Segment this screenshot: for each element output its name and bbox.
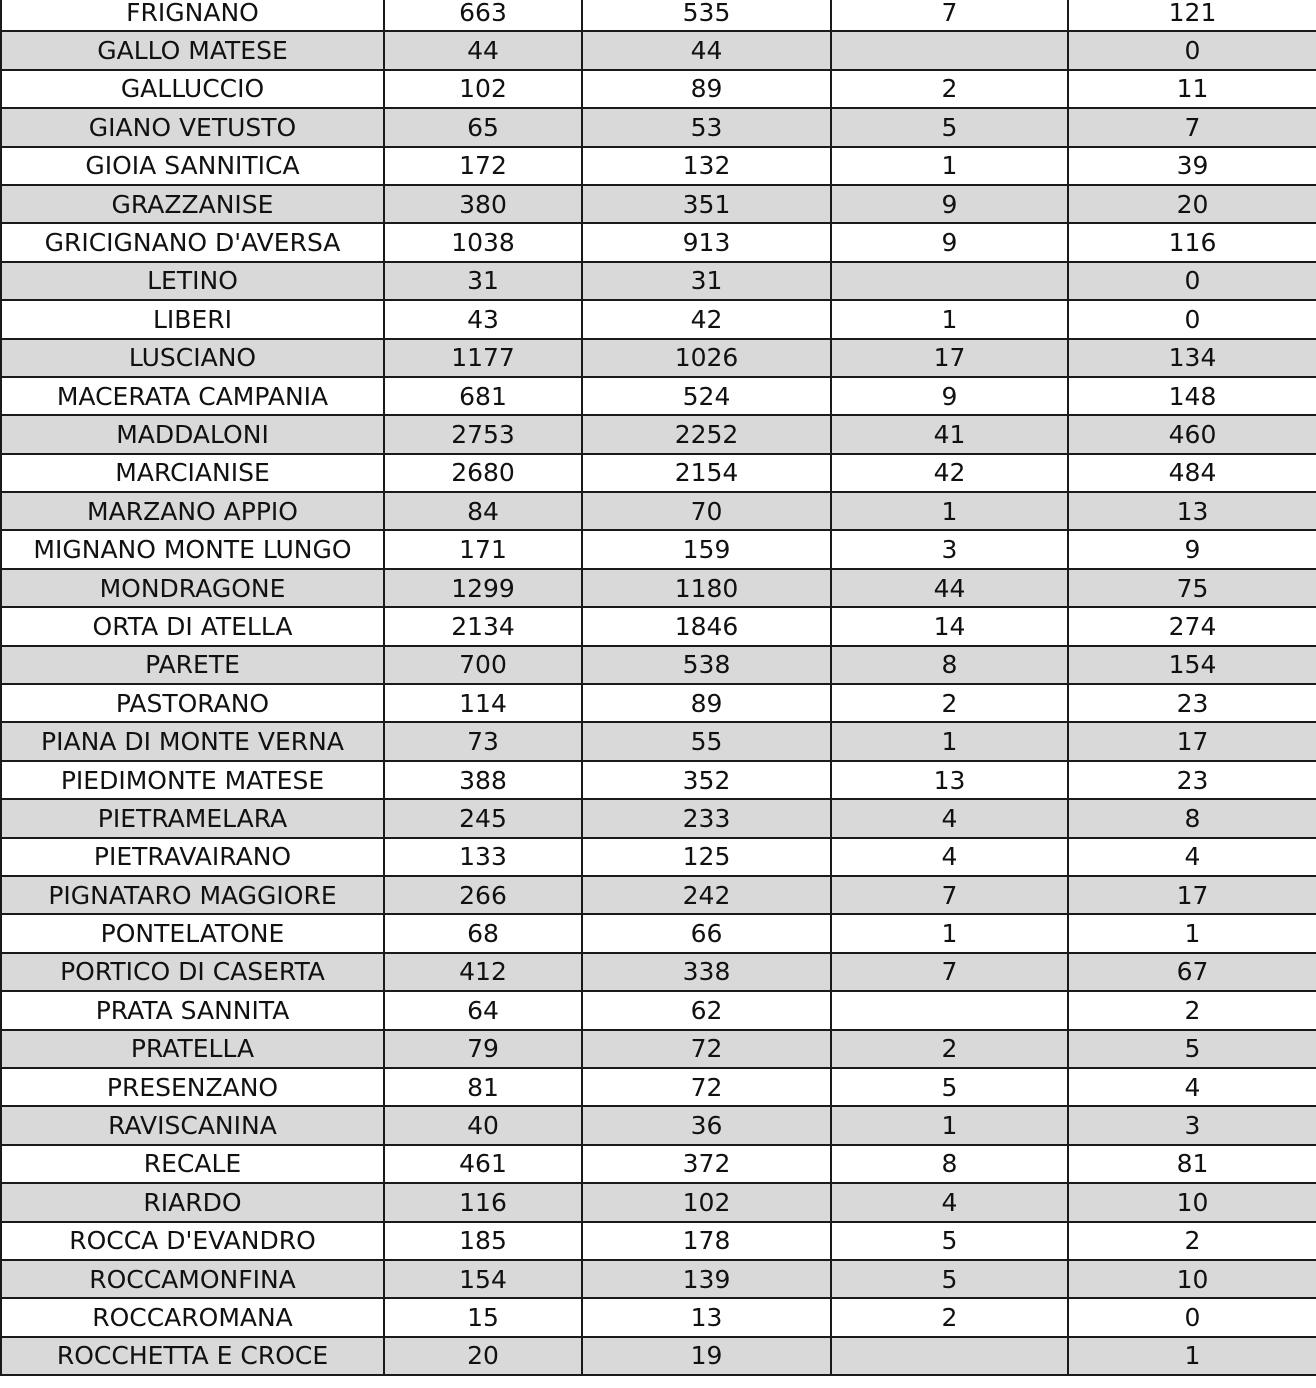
value-cell-2: 338 [582,953,831,991]
value-cell-2: 139 [582,1260,831,1298]
value-cell-1: 172 [384,147,582,185]
value-cell-2: 538 [582,646,831,684]
value-cell-3: 7 [831,876,1068,914]
municipality-cell: LUSCIANO [1,339,384,377]
value-cell-3: 42 [831,454,1068,492]
value-cell-1: 663 [384,0,582,31]
municipality-cell: PIEDIMONTE MATESE [1,761,384,799]
value-cell-3: 9 [831,377,1068,415]
value-cell-2: 89 [582,684,831,722]
value-cell-2: 70 [582,492,831,530]
value-cell-3: 5 [831,1260,1068,1298]
value-cell-3: 5 [831,1068,1068,1106]
value-cell-4: 0 [1068,262,1316,300]
table-row [1,223,1316,261]
value-cell-1: 64 [384,991,582,1029]
table-row [1,1337,1316,1375]
municipality-cell: PRATELLA [1,1030,384,1068]
value-cell-3: 1 [831,492,1068,530]
value-cell-2: 13 [582,1298,831,1336]
value-cell-1: 43 [384,300,582,338]
table-row [1,991,1316,1029]
municipality-cell: LETINO [1,262,384,300]
municipality-cell: GIOIA SANNITICA [1,147,384,185]
value-cell-3: 8 [831,1145,1068,1183]
value-cell-4: 1 [1068,914,1316,952]
value-cell-4: 2 [1068,991,1316,1029]
table-row [1,262,1316,300]
municipality-cell: GIANO VETUSTO [1,108,384,146]
value-cell-4: 23 [1068,761,1316,799]
table-row [1,339,1316,377]
municipality-cell: RAVISCANINA [1,1106,384,1144]
municipality-cell: GRAZZANISE [1,185,384,223]
municipality-cell: PIGNATARO MAGGIORE [1,876,384,914]
municipality-cell: PIETRAVAIRANO [1,838,384,876]
value-cell-1: 44 [384,31,582,69]
value-cell-2: 132 [582,147,831,185]
table-row [1,761,1316,799]
value-cell-1: 266 [384,876,582,914]
value-cell-3: 14 [831,607,1068,645]
value-cell-1: 2753 [384,415,582,453]
value-cell-3: 2 [831,70,1068,108]
value-cell-2: 2252 [582,415,831,453]
table-row [1,1222,1316,1260]
municipality-cell: ROCCHETTA E CROCE [1,1337,384,1375]
value-cell-1: 81 [384,1068,582,1106]
municipality-cell: MADDALONI [1,415,384,453]
value-cell-1: 133 [384,838,582,876]
municipality-cell: MARZANO APPIO [1,492,384,530]
value-cell-1: 2134 [384,607,582,645]
value-cell-1: 412 [384,953,582,991]
municipality-cell: PIANA DI MONTE VERNA [1,722,384,760]
table-row [1,185,1316,223]
value-cell-3: 2 [831,684,1068,722]
value-cell-2: 89 [582,70,831,108]
value-cell-3 [831,1337,1068,1375]
value-cell-1: 114 [384,684,582,722]
value-cell-2: 178 [582,1222,831,1260]
value-cell-4: 17 [1068,722,1316,760]
value-cell-3: 17 [831,339,1068,377]
value-cell-4: 10 [1068,1260,1316,1298]
value-cell-4: 8 [1068,799,1316,837]
value-cell-1: 154 [384,1260,582,1298]
value-cell-4: 9 [1068,530,1316,568]
value-cell-4: 121 [1068,0,1316,31]
municipality-cell: RIARDO [1,1183,384,1221]
value-cell-4: 116 [1068,223,1316,261]
value-cell-2: 1846 [582,607,831,645]
municipality-cell: ROCCA D'EVANDRO [1,1222,384,1260]
table-row [1,377,1316,415]
table-row [1,415,1316,453]
table-row [1,646,1316,684]
value-cell-2: 351 [582,185,831,223]
table-row [1,70,1316,108]
value-cell-4: 67 [1068,953,1316,991]
value-cell-1: 185 [384,1222,582,1260]
value-cell-3: 9 [831,223,1068,261]
value-cell-4: 0 [1068,1298,1316,1336]
value-cell-4: 134 [1068,339,1316,377]
value-cell-3: 1 [831,147,1068,185]
value-cell-1: 73 [384,722,582,760]
table-row [1,1106,1316,1144]
value-cell-4: 17 [1068,876,1316,914]
value-cell-2: 42 [582,300,831,338]
value-cell-1: 68 [384,914,582,952]
table-row [1,914,1316,952]
value-cell-1: 40 [384,1106,582,1144]
municipality-cell: MARCIANISE [1,454,384,492]
value-cell-3: 13 [831,761,1068,799]
value-cell-4: 0 [1068,31,1316,69]
value-cell-4: 11 [1068,70,1316,108]
value-cell-4: 3 [1068,1106,1316,1144]
value-cell-3: 2 [831,1030,1068,1068]
value-cell-2: 352 [582,761,831,799]
value-cell-2: 233 [582,799,831,837]
municipality-cell: ORTA DI ATELLA [1,607,384,645]
value-cell-3: 5 [831,108,1068,146]
value-cell-3: 1 [831,722,1068,760]
municipality-cell: PORTICO DI CASERTA [1,953,384,991]
value-cell-1: 1299 [384,569,582,607]
value-cell-3: 44 [831,569,1068,607]
value-cell-2: 125 [582,838,831,876]
value-cell-3: 1 [831,914,1068,952]
value-cell-1: 65 [384,108,582,146]
value-cell-2: 524 [582,377,831,415]
value-cell-2: 19 [582,1337,831,1375]
value-cell-1: 79 [384,1030,582,1068]
municipality-cell: PIETRAMELARA [1,799,384,837]
table-row [1,569,1316,607]
value-cell-1: 116 [384,1183,582,1221]
value-cell-4: 484 [1068,454,1316,492]
value-cell-4: 39 [1068,147,1316,185]
value-cell-2: 31 [582,262,831,300]
value-cell-4: 148 [1068,377,1316,415]
value-cell-2: 159 [582,530,831,568]
municipality-cell: MONDRAGONE [1,569,384,607]
value-cell-1: 1177 [384,339,582,377]
value-cell-4: 7 [1068,108,1316,146]
value-cell-3 [831,31,1068,69]
municipality-cell: PRATA SANNITA [1,991,384,1029]
table-row [1,31,1316,69]
value-cell-2: 72 [582,1030,831,1068]
value-cell-4: 4 [1068,1068,1316,1106]
value-cell-2: 53 [582,108,831,146]
value-cell-2: 72 [582,1068,831,1106]
table-row [1,1145,1316,1183]
table-row [1,1298,1316,1336]
value-cell-3: 7 [831,0,1068,31]
table-body [1,0,1316,1375]
value-cell-3: 4 [831,1183,1068,1221]
table-row [1,108,1316,146]
value-cell-3 [831,262,1068,300]
municipality-cell: PONTELATONE [1,914,384,952]
value-cell-1: 171 [384,530,582,568]
table-row [1,1260,1316,1298]
table-row [1,0,1316,31]
value-cell-3: 8 [831,646,1068,684]
municipality-cell: FRIGNANO [1,0,384,31]
municipality-cell: MACERATA CAMPANIA [1,377,384,415]
value-cell-4: 274 [1068,607,1316,645]
value-cell-2: 372 [582,1145,831,1183]
table-row [1,722,1316,760]
value-cell-3: 5 [831,1222,1068,1260]
value-cell-1: 20 [384,1337,582,1375]
value-cell-1: 461 [384,1145,582,1183]
value-cell-1: 700 [384,646,582,684]
table-row [1,1183,1316,1221]
value-cell-4: 2 [1068,1222,1316,1260]
value-cell-1: 380 [384,185,582,223]
value-cell-3: 4 [831,838,1068,876]
value-cell-2: 535 [582,0,831,31]
table-row [1,838,1316,876]
value-cell-2: 2154 [582,454,831,492]
value-cell-1: 245 [384,799,582,837]
value-cell-3: 1 [831,1106,1068,1144]
value-cell-2: 1180 [582,569,831,607]
value-cell-2: 44 [582,31,831,69]
value-cell-2: 36 [582,1106,831,1144]
value-cell-3: 7 [831,953,1068,991]
table-row [1,147,1316,185]
value-cell-3: 2 [831,1298,1068,1336]
value-cell-3: 1 [831,300,1068,338]
value-cell-1: 84 [384,492,582,530]
municipality-cell: PASTORANO [1,684,384,722]
value-cell-3 [831,991,1068,1029]
value-cell-4: 23 [1068,684,1316,722]
table-row [1,1030,1316,1068]
value-cell-4: 1 [1068,1337,1316,1375]
municipality-cell: LIBERI [1,300,384,338]
municipality-cell: ROCCAROMANA [1,1298,384,1336]
value-cell-1: 2680 [384,454,582,492]
municipality-cell: RECALE [1,1145,384,1183]
table-row [1,684,1316,722]
value-cell-3: 3 [831,530,1068,568]
table-row [1,876,1316,914]
table-row [1,454,1316,492]
value-cell-2: 62 [582,991,831,1029]
table-row [1,492,1316,530]
value-cell-1: 681 [384,377,582,415]
value-cell-2: 242 [582,876,831,914]
value-cell-1: 1038 [384,223,582,261]
value-cell-4: 154 [1068,646,1316,684]
value-cell-4: 0 [1068,300,1316,338]
value-cell-3: 9 [831,185,1068,223]
value-cell-4: 5 [1068,1030,1316,1068]
value-cell-3: 41 [831,415,1068,453]
value-cell-1: 15 [384,1298,582,1336]
value-cell-1: 31 [384,262,582,300]
table-row [1,953,1316,991]
value-cell-2: 55 [582,722,831,760]
municipality-cell: MIGNANO MONTE LUNGO [1,530,384,568]
value-cell-4: 4 [1068,838,1316,876]
municipality-cell: GALLO MATESE [1,31,384,69]
municipality-cell: ROCCAMONFINA [1,1260,384,1298]
table-row [1,607,1316,645]
value-cell-3: 4 [831,799,1068,837]
value-cell-4: 13 [1068,492,1316,530]
municipality-cell: GRICIGNANO D'AVERSA [1,223,384,261]
value-cell-1: 102 [384,70,582,108]
value-cell-2: 66 [582,914,831,952]
value-cell-4: 81 [1068,1145,1316,1183]
table-row [1,1068,1316,1106]
table-row [1,530,1316,568]
value-cell-4: 460 [1068,415,1316,453]
municipality-cell: PRESENZANO [1,1068,384,1106]
value-cell-4: 20 [1068,185,1316,223]
municipality-cell: GALLUCCIO [1,70,384,108]
value-cell-2: 102 [582,1183,831,1221]
value-cell-2: 1026 [582,339,831,377]
value-cell-2: 913 [582,223,831,261]
table-row [1,799,1316,837]
value-cell-4: 10 [1068,1183,1316,1221]
table-row [1,300,1316,338]
value-cell-4: 75 [1068,569,1316,607]
value-cell-1: 388 [384,761,582,799]
municipality-cell: PARETE [1,646,384,684]
